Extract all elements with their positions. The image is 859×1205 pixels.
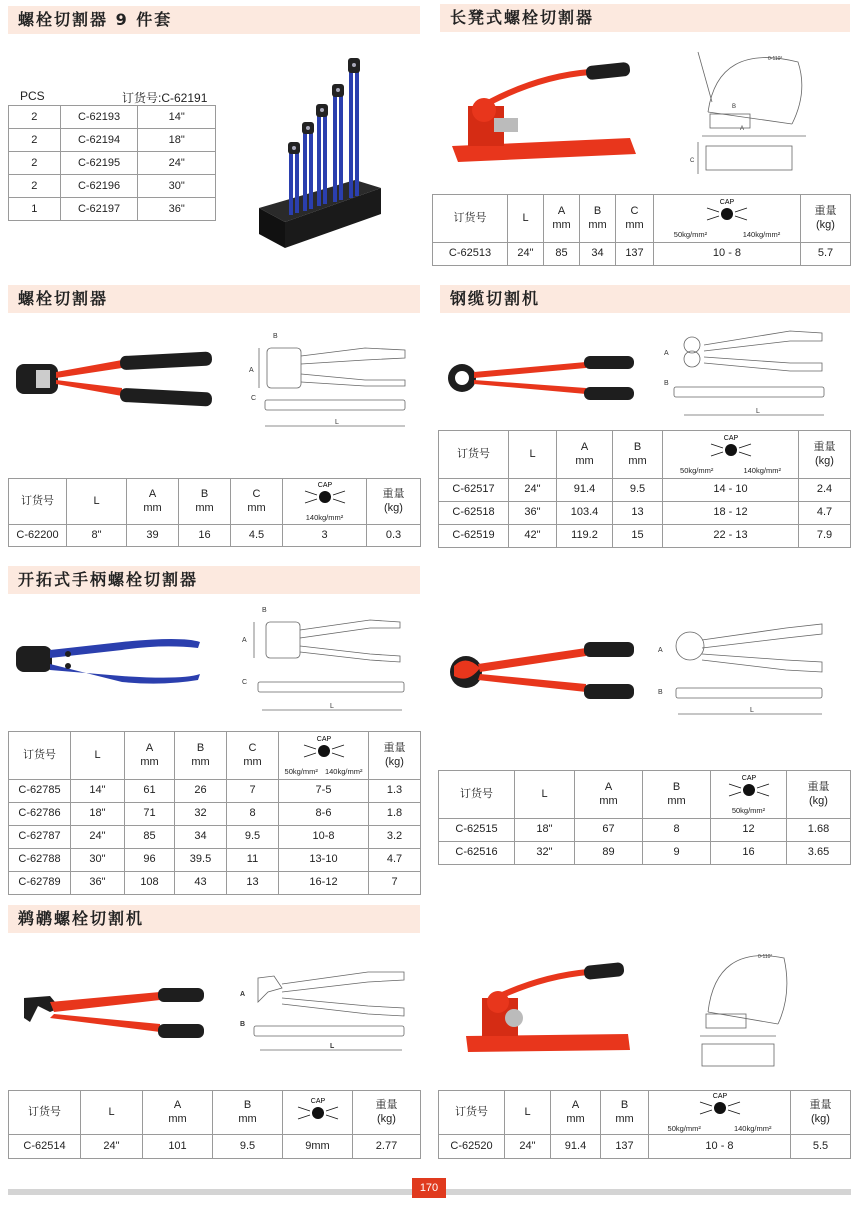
table-row [9,780,421,803]
l-cell: 18" [71,803,125,826]
header-l: L [81,1091,143,1135]
weight-cell: 2.4 [799,479,851,502]
parrot-cutter-drawing [238,962,408,1058]
weight-cell: 3.65 [787,842,851,865]
table-row [9,1135,421,1159]
l-cell: 42" [509,525,557,548]
dim-a-label: A [240,991,246,998]
header-l: L [67,479,127,525]
a-cell: 103.4 [557,502,613,525]
header-a: A mm [557,431,613,479]
code-cell: C-62517 [439,479,509,502]
weight-cell: 1.68 [787,819,851,842]
size-cell: 18" [138,129,216,152]
bench-spec-table [432,194,851,266]
section-title-parrot: 鹈鹕螺栓切割机 [8,905,420,933]
dim-c-label: C [251,395,257,402]
c-cell: 7 [227,780,279,803]
table-row [9,129,216,152]
dim-a-label: A [242,637,247,644]
cap-cell: 14 - 10 [663,479,799,502]
pcs-cell: 2 [9,152,61,175]
header-a: A mm [127,479,179,525]
l-cell: 36" [509,502,557,525]
c-cell: 13 [227,872,279,895]
b-cell: 9.5 [613,479,663,502]
header-b: B mm [643,771,711,819]
l-cell: 24" [71,826,125,849]
cap-units: 50kg/mm² 140kg/mm² [680,466,781,476]
header-weight: 重量 (kg) [367,479,421,525]
wire-cutter-2-photo [446,640,636,702]
open-handle-cutter-photo [12,634,202,686]
table-header-row [433,195,851,243]
header-weight: 重量 (kg) [791,1091,851,1135]
code-cell: C-62196 [60,175,138,198]
b-cell: 15 [613,525,663,548]
table-row [439,842,851,865]
dim-l-label: L [330,1043,335,1050]
cap-icon [695,1091,745,1119]
bench-cutter-2-drawing [688,944,818,1076]
a-cell: 61 [125,780,175,803]
header-b: B mm [179,479,231,525]
section-title-wire: 钢缆切割机 [440,285,850,313]
dim-l-label: L [756,408,760,415]
a-cell: 96 [125,849,175,872]
weight-cell: 7.9 [799,525,851,548]
cap-cell: 7-5 [279,780,369,803]
weight-cell: 5.7 [801,243,851,266]
header-c: C mm [616,195,654,243]
code-cell: C-62519 [439,525,509,548]
code-cell: C-62788 [9,849,71,872]
dim-b-label: B [664,380,669,387]
header-cap [283,1091,353,1135]
dim-c-label: C [690,158,695,164]
header-a: A mm [575,771,643,819]
code-cell: C-62516 [439,842,515,865]
l-cell: 30" [71,849,125,872]
header-code: 订货号 [9,732,71,780]
code-cell: C-62194 [60,129,138,152]
header-c: C mm [227,732,279,780]
cap-icon [724,773,774,801]
header-code: 订货号 [9,1091,81,1135]
l-cell: 24" [505,1135,551,1159]
table-row [9,198,216,221]
header-l: L [71,732,125,780]
pcs-cell: 2 [9,106,61,129]
code-cell: C-62520 [439,1135,505,1159]
svg-text:CAP: CAP [317,482,332,490]
table-header-row [439,431,851,479]
b-cell: 13 [613,502,663,525]
code-cell: C-62513 [433,243,508,266]
a-cell: 89 [575,842,643,865]
svg-text:CAP: CAP [316,736,331,744]
size-cell: 24" [138,152,216,175]
code-cell: C-62518 [439,502,509,525]
cap-cell: 3 [283,525,367,547]
b-cell: 9 [643,842,711,865]
table-row [9,152,216,175]
a-cell: 108 [125,872,175,895]
bench-cutter-2-photo [464,962,634,1054]
table-row [9,849,421,872]
cap-icon [293,1096,343,1124]
svg-text:CAP: CAP [741,775,756,783]
cap-units: 140kg/mm² [305,513,344,523]
header-b: B mm [580,195,616,243]
weight-cell: 4.7 [799,502,851,525]
header-b: B mm [213,1091,283,1135]
c-cell: 4.5 [231,525,283,547]
dim-a-label: A [658,647,663,654]
header-cap [663,431,799,479]
size-cell: 30" [138,175,216,198]
header-weight: 重量 (kg) [799,431,851,479]
size-cell: 36" [138,198,216,221]
section-title-bolt: 螺栓切割器 [8,285,420,313]
kit-table [8,105,216,221]
header-weight: 重量 (kg) [787,771,851,819]
a-cell: 67 [575,819,643,842]
code-cell: C-62786 [9,803,71,826]
header-code: 订货号 [439,771,515,819]
table-row [439,502,851,525]
cap-cell: 18 - 12 [663,502,799,525]
dim-b-label: B [240,1021,246,1028]
weight-cell: 5.5 [791,1135,851,1159]
b-cell: 26 [175,780,227,803]
header-weight: 重量 (kg) [369,732,421,780]
l-cell: 8" [67,525,127,547]
header-code: 订货号 [433,195,508,243]
header-a: A mm [551,1091,601,1135]
table-header-row [439,1091,851,1135]
size-cell: 14" [138,106,216,129]
b-cell: 32 [175,803,227,826]
table-row [439,819,851,842]
l-cell: 36" [71,872,125,895]
svg-text:CAP: CAP [712,1093,727,1101]
dim-l-label: L [330,703,334,710]
wire-cutter-2-drawing [656,614,828,720]
wire-spec-table [438,430,851,548]
cap-units: 50kg/mm² 140kg/mm² [673,230,781,240]
a-cell: 119.2 [557,525,613,548]
weight-cell: 3.2 [369,826,421,849]
header-b: B mm [613,431,663,479]
cap-units: 50kg/mm² 140kg/mm² [667,1124,772,1134]
header-cap [654,195,801,243]
b-cell: 43 [175,872,227,895]
cap-cell: 10-8 [279,826,369,849]
table-row [9,106,216,129]
cap-icon [702,197,752,225]
dim-l-label: L [335,419,339,426]
bolt-cutter-photo [12,352,212,408]
b-cell: 34 [580,243,616,266]
table-header-row [9,479,421,525]
cap-cell: 9mm [283,1135,353,1159]
weight-cell: 1.8 [369,803,421,826]
cap-cell: 22 - 13 [663,525,799,548]
header-weight: 重量 (kg) [353,1091,421,1135]
bolt-spec-table [8,478,421,547]
table-row [9,872,421,895]
c-cell: 9.5 [227,826,279,849]
l-cell: 24" [509,479,557,502]
cap-units: 50kg/mm² 140kg/mm² [284,767,363,777]
cap-cell: 10 - 8 [649,1135,791,1159]
bench-cutter-photo [450,62,640,166]
l-cell: 24" [508,243,544,266]
bolt-cutter-drawing [245,328,410,434]
header-cap [711,771,787,819]
header-b: B mm [601,1091,649,1135]
cap-cell: 16 [711,842,787,865]
b-cell: 34 [175,826,227,849]
code-cell: C-62200 [9,525,67,547]
header-b: B mm [175,732,227,780]
code-cell: C-62785 [9,780,71,803]
header-l: L [515,771,575,819]
a-cell: 71 [125,803,175,826]
header-a: A mm [143,1091,213,1135]
a-cell: 85 [125,826,175,849]
table-row [9,826,421,849]
weight-cell: 7 [369,872,421,895]
section-title-kit: 螺栓切割器 9 件套 [8,6,420,34]
svg-text:CAP: CAP [719,199,735,207]
dim-angle-label: 0-110° [768,56,783,62]
weight-cell: 2.77 [353,1135,421,1159]
header-l: L [508,195,544,243]
header-code: 订货号 [439,431,509,479]
header-a: A mm [544,195,580,243]
table-header-row [9,732,421,780]
bench-cutter-drawing [688,42,818,182]
kit-order-label: 订货号:C-62191 [122,91,208,105]
l-cell: 24" [81,1135,143,1159]
wire-cutter-photo [446,354,636,402]
b-cell: 39.5 [175,849,227,872]
cap-cell: 12 [711,819,787,842]
header-cap [279,732,369,780]
dim-b-label: B [658,689,663,696]
header-code: 订货号 [439,1091,505,1135]
page-number: 170 [412,1178,446,1198]
cap-cell: 13-10 [279,849,369,872]
a-cell: 85 [544,243,580,266]
pcs-cell: 1 [9,198,61,221]
cap-cell: 16-12 [279,872,369,895]
dim-l-label: L [750,707,754,714]
code-cell: C-62515 [439,819,515,842]
c-cell: 11 [227,849,279,872]
parrot-spec-table [8,1090,421,1159]
b-cell: 16 [179,525,231,547]
table-row [9,525,421,547]
header-weight: 重量 (kg) [801,195,851,243]
b-cell: 137 [601,1135,649,1159]
a-cell: 101 [143,1135,213,1159]
code-cell: C-62195 [60,152,138,175]
table-header-row [439,771,851,819]
table-row [439,525,851,548]
a-cell: 91.4 [551,1135,601,1159]
dim-a-label: A [664,350,669,357]
section-title-open: 开拓式手柄螺栓切割器 [8,566,420,594]
dim-a-label: A [740,126,745,132]
b-cell: 9.5 [213,1135,283,1159]
dim-b-label: B [273,333,278,340]
cap-icon [299,734,349,762]
pcs-cell: 2 [9,175,61,198]
l-cell: 14" [71,780,125,803]
cap-icon [300,480,350,508]
l-cell: 32" [515,842,575,865]
header-l: L [505,1091,551,1135]
weight-cell: 0.3 [367,525,421,547]
svg-text:CAP: CAP [723,435,738,443]
cap-units: 50kg/mm² [731,806,766,816]
c-cell: 137 [616,243,654,266]
cap-cell: 10 - 8 [654,243,801,266]
table-row [9,175,216,198]
header-l: L [509,431,557,479]
dim-a-label: A [249,367,254,374]
kit-pcs-label: PCS [20,89,45,103]
c-cell: 8 [227,803,279,826]
table-row [439,479,851,502]
weight-cell: 1.3 [369,780,421,803]
wire-2-spec-table [438,770,851,865]
header-cap [283,479,367,525]
bench-2-spec-table [438,1090,851,1159]
code-cell: C-62787 [9,826,71,849]
header-code: 订货号 [9,479,67,525]
cap-icon [706,433,756,461]
a-cell: 39 [127,525,179,547]
code-cell: C-62514 [9,1135,81,1159]
header-c: C mm [231,479,283,525]
table-header-row [9,1091,421,1135]
section-title-bench: 长凳式螺栓切割器 [440,4,850,32]
table-row [439,1135,851,1159]
dim-b-label: B [262,607,267,614]
dim-c-label: C [242,679,248,686]
table-row [433,243,851,266]
parrot-cutter-photo [20,988,206,1042]
header-a: A mm [125,732,175,780]
l-cell: 18" [515,819,575,842]
open-handle-cutter-drawing [240,602,408,718]
header-cap [649,1091,791,1135]
dim-b-label: B [732,104,737,110]
code-cell: C-62789 [9,872,71,895]
a-cell: 91.4 [557,479,613,502]
svg-text:CAP: CAP [310,1098,325,1106]
code-cell: C-62197 [60,198,138,221]
kit-photo [255,58,385,250]
weight-cell: 4.7 [369,849,421,872]
pcs-cell: 2 [9,129,61,152]
cap-cell: 8-6 [279,803,369,826]
b-cell: 8 [643,819,711,842]
wire-cutter-drawing [660,323,830,419]
table-row [9,803,421,826]
open-spec-table [8,731,421,895]
code-cell: C-62193 [60,106,138,129]
dim-angle-label: 0-110° [758,954,773,960]
